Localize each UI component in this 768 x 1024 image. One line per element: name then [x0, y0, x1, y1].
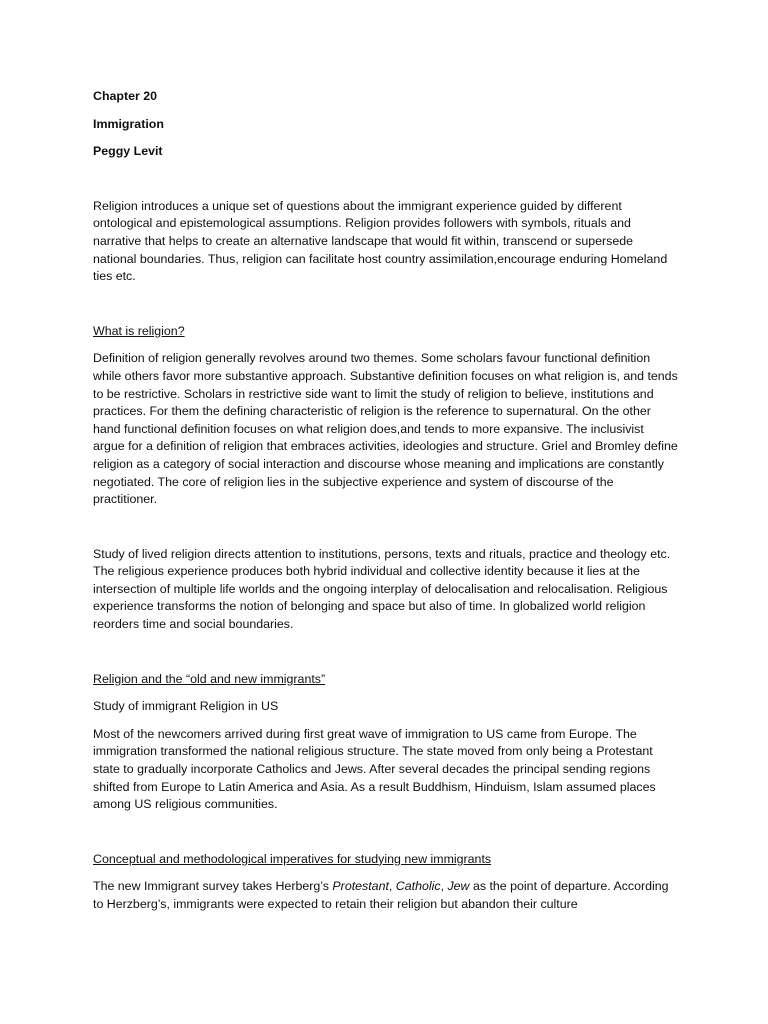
text-run: as the point of departure. According to Herzberg’s, immigrants were expected to retain their religion but abandon their culture: [93, 879, 669, 911]
document-page: [93, 88, 678, 924]
italic-term-catholic: Catholic: [395, 879, 441, 894]
section-heading-old-new-immigrants: Religion and the “old and new immigrants”: [93, 671, 326, 686]
chapter-title: Immigration: [93, 116, 164, 131]
chapter-label: Chapter 20: [93, 89, 158, 103]
paragraph-new-immigrant-survey: [93, 878, 678, 913]
paragraph-newcomers: Most of the newcomers arrived during first great wave of immigration to US came from Europe. The immigration transformed the national religious structure. The state moved from only being a Protestant state to gradually incorporate Catholics and Jews. After several decades the principal sending regions shifted from Europe to Latin America and Asia. As a result Buddhism, Hinduism, Islam assumed places among US religious communities.: [93, 726, 656, 812]
spacer: [93, 519, 678, 546]
italic-term-jew: Jew: [447, 879, 470, 894]
spacer: [93, 824, 678, 851]
intro-paragraph: Religion introduces a unique set of questions about the immigrant experience guided by different ontological and epistemological assumptions. Religion provides followers with symbols, rituals and narrative that helps to create an alternative landscape that would fit within, transcend or supersede national boundaries. Thus, religion can facilitate host country assimilation,encourage enduring Homeland ties etc.: [93, 198, 668, 284]
paragraph-definition: Definition of religion generally revolves around two themes. Some scholars favour functional definition while others favor more substantive approach. Substantive definition focuses on what religion is, and tends to be restrictive. Scholars in restrictive side want to limit the study of religion to believe, institutions and practices. For them the defining characteristic of religion is the reference to supernatural. On the other hand functional definition focuses on what religion does,and tends to more expansive. The inclusivist argue for a definition of religion that embraces activities, ideologies and structure. Griel and Bromley define religion as a category of social interaction and discourse whose meaning and implications are constantly negotiated. The core of religion lies in the subjective experience and system of discourse of the practitioner.: [93, 351, 678, 507]
paragraph-lived-religion: Study of lived religion directs attention to institutions, persons, texts and rituals, practice and theology etc. The religious experience produces both hybrid individual and collective identity because it lies at the intersection of multiple life worlds and the ongoing interplay of delocalisation and relocalisation. Religious experience transforms the notion of belonging and space but also of time. In globalized world religion reorders time and social boundaries.: [93, 546, 671, 632]
italic-term-protestant: Protestant: [332, 879, 389, 894]
text-run: ,: [440, 879, 448, 894]
spacer: [93, 644, 678, 671]
text-run: The new Immigrant survey takes Herberg’s: [93, 879, 333, 894]
section-heading-what-is-religion: What is religion?: [93, 323, 185, 338]
spacer: [93, 296, 678, 323]
author-name: Peggy Levit: [93, 144, 163, 159]
section-heading-conceptual: Conceptual and methodological imperatives for studying new immigrants: [93, 851, 492, 866]
subheading-immigrant-religion-us: Study of immigrant Religion in US: [93, 699, 279, 714]
text-run: ,: [388, 879, 396, 894]
spacer: [93, 171, 678, 198]
